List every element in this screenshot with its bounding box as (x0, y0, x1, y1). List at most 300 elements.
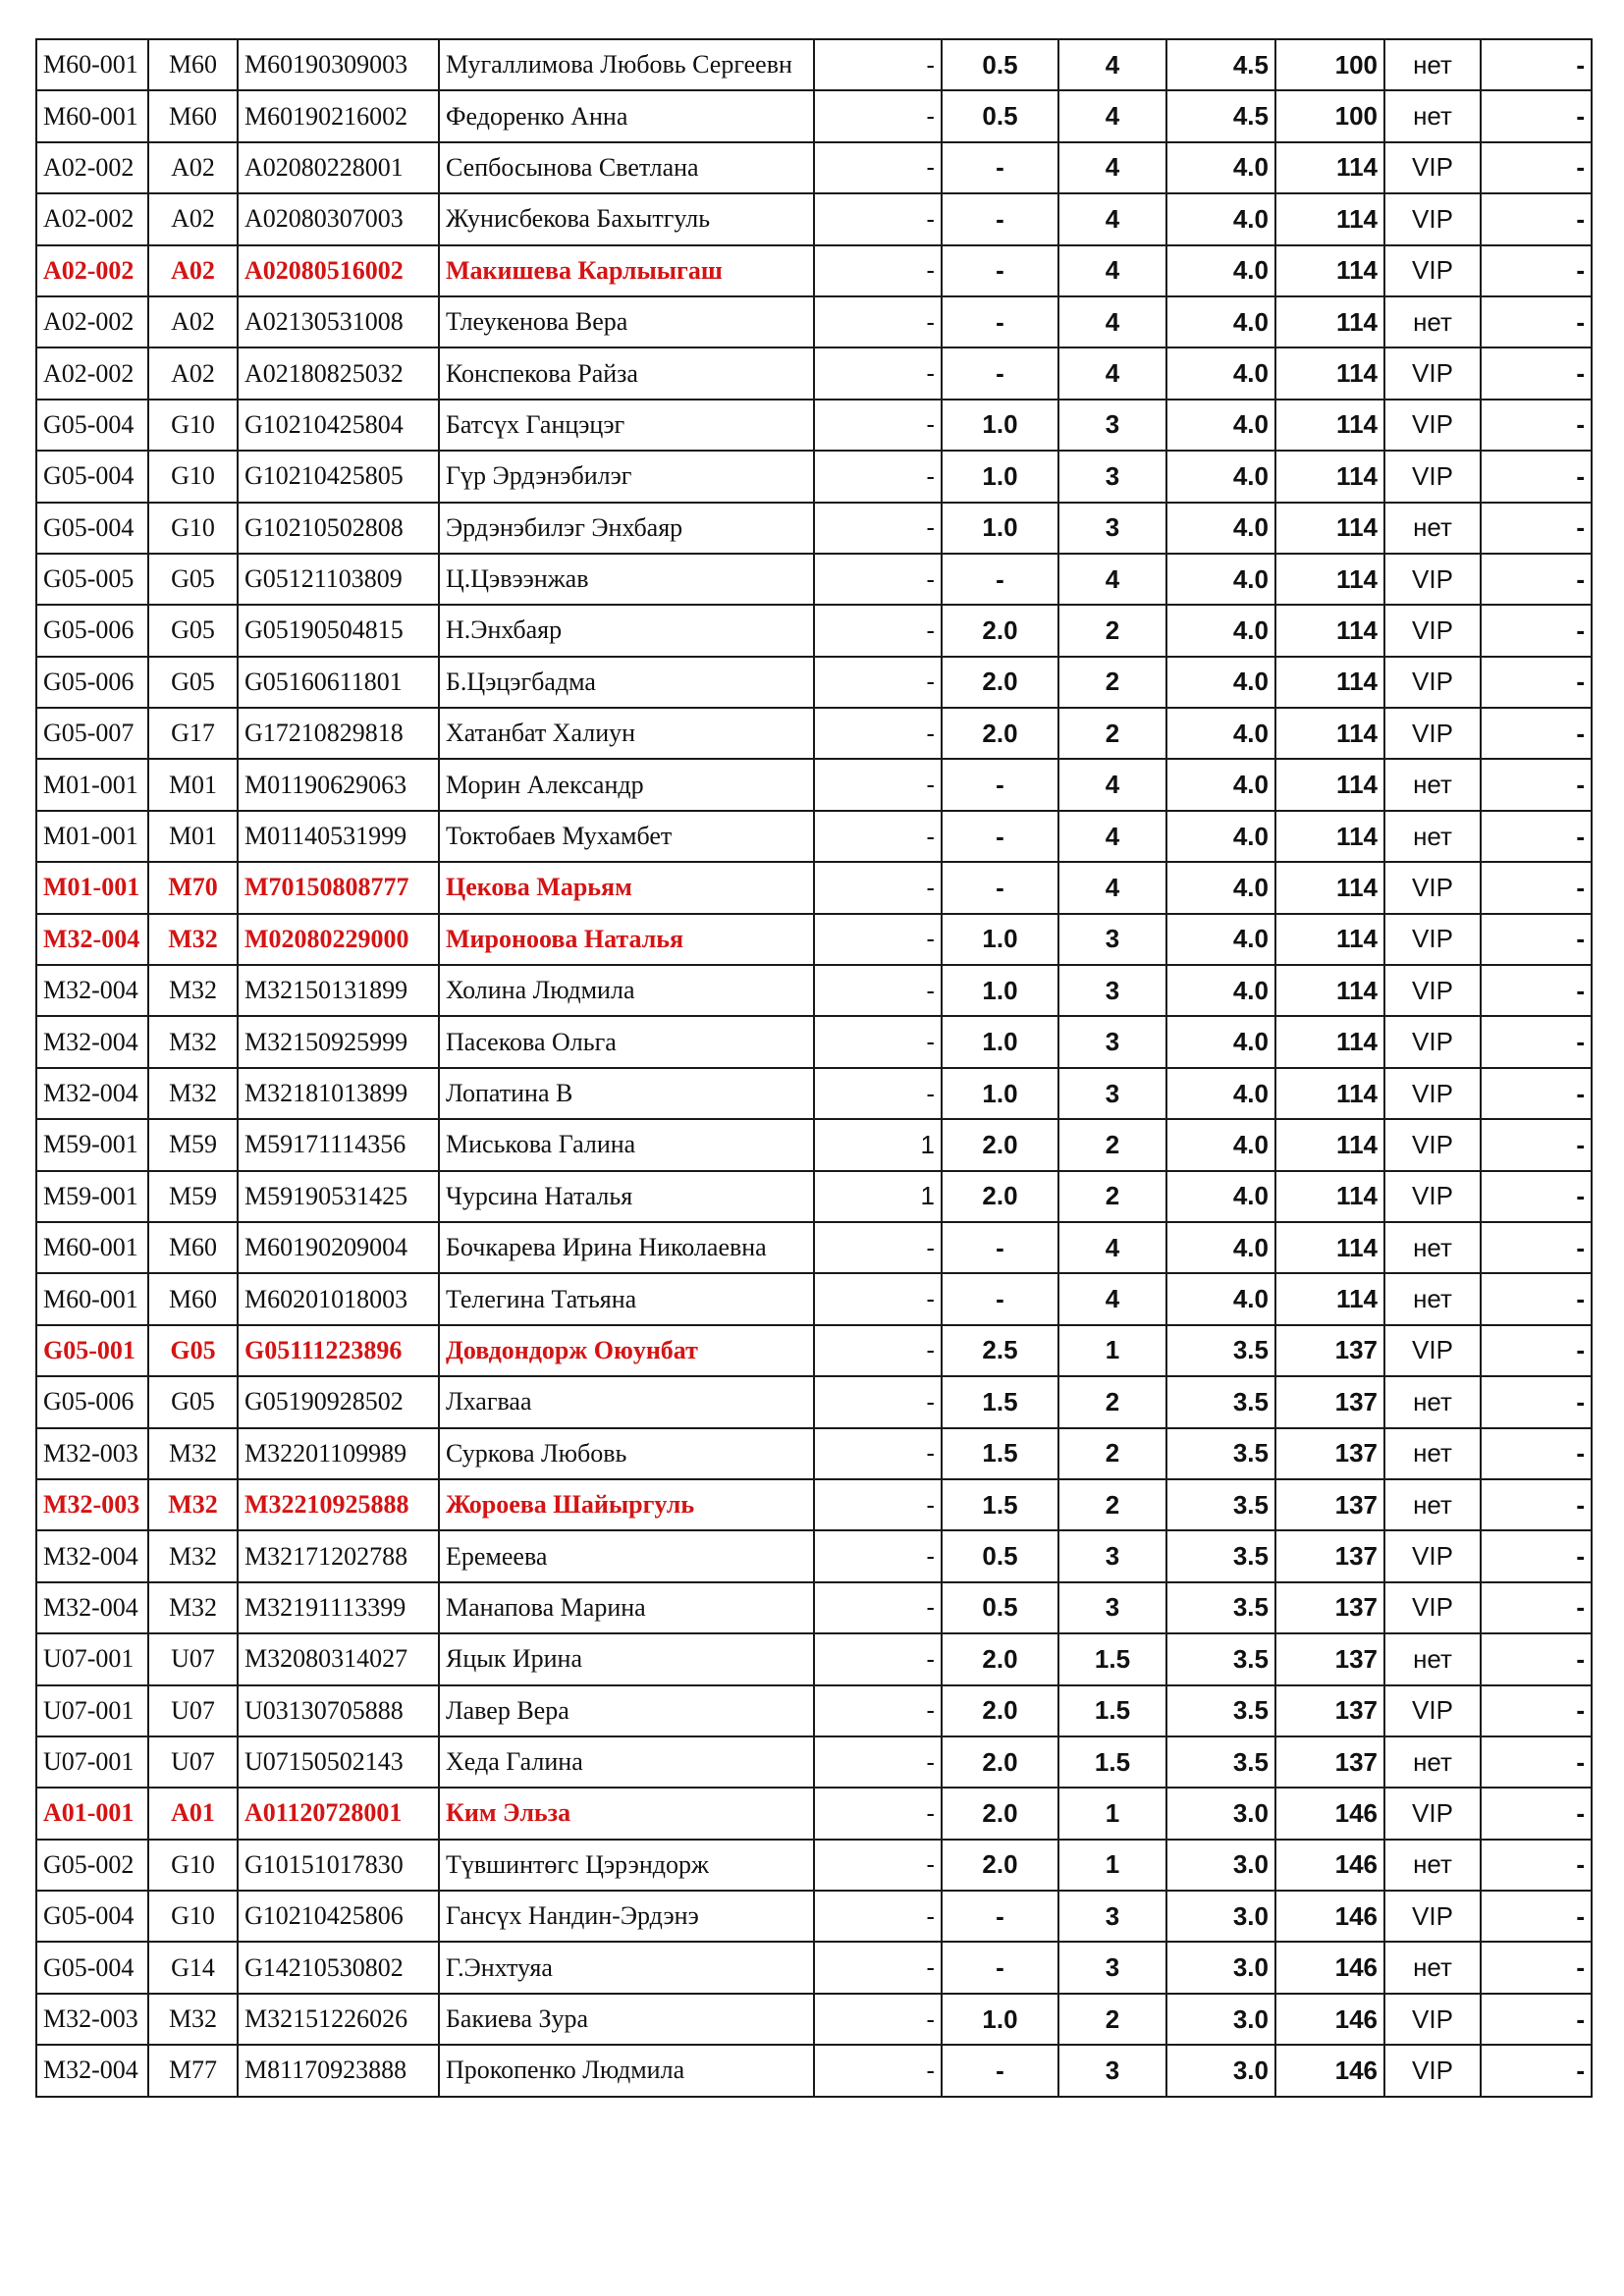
member-name-cell: Жунисбекова Бахытгуль (439, 193, 814, 244)
rank-cell: 114 (1275, 142, 1384, 193)
score-a-cell: - (814, 554, 942, 605)
member-name-cell: Тлеукенова Вера (439, 296, 814, 347)
total-score-cell: 4.0 (1166, 142, 1275, 193)
member-id-cell: G05121103809 (238, 554, 439, 605)
branch-cell: M32 (148, 1479, 238, 1530)
score-c-cell: 4 (1058, 1273, 1166, 1324)
branch-cell: G05 (148, 657, 238, 708)
score-a-cell: - (814, 39, 942, 90)
score-a-cell: - (814, 1788, 942, 1839)
table-row (36, 1942, 1592, 1993)
score-a-cell: - (814, 503, 942, 554)
member-id-cell: M70150808777 (238, 862, 439, 913)
table-row (36, 914, 1592, 965)
branch-cell: U07 (148, 1685, 238, 1736)
member-id-cell: G05111223896 (238, 1325, 439, 1376)
score-b-cell: - (942, 296, 1058, 347)
score-c-cell: 4 (1058, 1222, 1166, 1273)
member-name-cell: Довдондорж Оюунбат (439, 1325, 814, 1376)
status-cell: VIP (1384, 862, 1481, 913)
score-b-cell: 1.0 (942, 1016, 1058, 1067)
rank-cell: 100 (1275, 90, 1384, 141)
extra-cell: - (1481, 1016, 1592, 1067)
member-name-cell: Б.Цэцэгбадма (439, 657, 814, 708)
status-cell: VIP (1384, 708, 1481, 759)
score-b-cell: 1.0 (942, 503, 1058, 554)
extra-cell: - (1481, 759, 1592, 810)
member-id-cell: M32080314027 (238, 1633, 439, 1684)
status-cell: нет (1384, 1376, 1481, 1427)
rank-cell: 114 (1275, 400, 1384, 451)
member-id-cell: A02080307003 (238, 193, 439, 244)
score-c-cell: 3 (1058, 914, 1166, 965)
score-c-cell: 4 (1058, 759, 1166, 810)
total-score-cell: 4.0 (1166, 1016, 1275, 1067)
extra-cell: - (1481, 296, 1592, 347)
table-row (36, 2045, 1592, 2096)
member-id-cell: M60190209004 (238, 1222, 439, 1273)
table-row (36, 605, 1592, 656)
member-code-cell: G05-004 (36, 1942, 148, 1993)
table-row (36, 39, 1592, 90)
member-code-cell: M01-001 (36, 811, 148, 862)
score-a-cell: - (814, 1068, 942, 1119)
score-a-cell: - (814, 1736, 942, 1788)
member-name-cell: Федоренко Анна (439, 90, 814, 141)
score-a-cell: - (814, 1994, 942, 2045)
member-code-cell: M60-001 (36, 1222, 148, 1273)
status-cell: нет (1384, 1840, 1481, 1891)
score-a-cell: - (814, 1016, 942, 1067)
member-name-cell: Цекова Марьям (439, 862, 814, 913)
member-id-cell: M59171114356 (238, 1119, 439, 1170)
total-score-cell: 4.0 (1166, 503, 1275, 554)
total-score-cell: 4.0 (1166, 1119, 1275, 1170)
status-cell: VIP (1384, 1582, 1481, 1633)
member-id-cell: G10151017830 (238, 1840, 439, 1891)
member-id-cell: G14210530802 (238, 1942, 439, 1993)
extra-cell: - (1481, 1685, 1592, 1736)
member-id-cell: A02130531008 (238, 296, 439, 347)
rank-cell: 137 (1275, 1325, 1384, 1376)
branch-cell: M01 (148, 811, 238, 862)
status-cell: VIP (1384, 1119, 1481, 1170)
branch-cell: G05 (148, 1376, 238, 1427)
score-a-cell: - (814, 1891, 942, 1942)
branch-cell: G10 (148, 503, 238, 554)
member-id-cell: M01140531999 (238, 811, 439, 862)
total-score-cell: 4.0 (1166, 1068, 1275, 1119)
rank-cell: 137 (1275, 1376, 1384, 1427)
table-row (36, 1171, 1592, 1222)
score-a-cell: - (814, 1325, 942, 1376)
branch-cell: M32 (148, 914, 238, 965)
score-b-cell: 1.0 (942, 1994, 1058, 2045)
member-name-cell: Манапова Марина (439, 1582, 814, 1633)
score-c-cell: 2 (1058, 605, 1166, 656)
score-c-cell: 1.5 (1058, 1633, 1166, 1684)
total-score-cell: 3.5 (1166, 1736, 1275, 1788)
table-row (36, 708, 1592, 759)
member-name-cell: Миськова Галина (439, 1119, 814, 1170)
rank-cell: 137 (1275, 1582, 1384, 1633)
ranking-table (35, 38, 1593, 2098)
rank-cell: 114 (1275, 1171, 1384, 1222)
branch-cell: A02 (148, 193, 238, 244)
member-name-cell: Бакиева Зура (439, 1994, 814, 2045)
member-id-cell: M59190531425 (238, 1171, 439, 1222)
rank-cell: 114 (1275, 657, 1384, 708)
score-b-cell: 2.0 (942, 1685, 1058, 1736)
score-b-cell: - (942, 1222, 1058, 1273)
table-row (36, 1119, 1592, 1170)
score-a-cell: - (814, 1376, 942, 1427)
status-cell: VIP (1384, 245, 1481, 296)
branch-cell: G10 (148, 451, 238, 502)
score-a-cell: - (814, 759, 942, 810)
extra-cell: - (1481, 605, 1592, 656)
status-cell: нет (1384, 503, 1481, 554)
status-cell: VIP (1384, 142, 1481, 193)
member-code-cell: M32-003 (36, 1479, 148, 1530)
score-a-cell: 1 (814, 1171, 942, 1222)
rank-cell: 146 (1275, 2045, 1384, 2096)
table-row (36, 296, 1592, 347)
score-b-cell: 1.0 (942, 914, 1058, 965)
score-c-cell: 3 (1058, 1582, 1166, 1633)
member-name-cell: Сепбосынова Светлана (439, 142, 814, 193)
member-id-cell: G10210425806 (238, 1891, 439, 1942)
score-a-cell: - (814, 1428, 942, 1479)
member-name-cell: Н.Энхбаяр (439, 605, 814, 656)
member-code-cell: G05-005 (36, 554, 148, 605)
total-score-cell: 4.5 (1166, 39, 1275, 90)
total-score-cell: 4.0 (1166, 965, 1275, 1016)
score-a-cell: - (814, 965, 942, 1016)
status-cell: VIP (1384, 554, 1481, 605)
score-a-cell: - (814, 1479, 942, 1530)
member-code-cell: G05-004 (36, 503, 148, 554)
score-a-cell: - (814, 451, 942, 502)
member-id-cell: M60190309003 (238, 39, 439, 90)
score-c-cell: 3 (1058, 2045, 1166, 2096)
score-b-cell: 2.0 (942, 1119, 1058, 1170)
score-c-cell: 2 (1058, 1428, 1166, 1479)
member-id-cell: M81170923888 (238, 2045, 439, 2096)
total-score-cell: 4.0 (1166, 657, 1275, 708)
branch-cell: A02 (148, 347, 238, 399)
score-a-cell: - (814, 1222, 942, 1273)
status-cell: нет (1384, 1942, 1481, 1993)
table-row (36, 759, 1592, 810)
extra-cell: - (1481, 1530, 1592, 1581)
member-name-cell: Телегина Татьяна (439, 1273, 814, 1324)
score-b-cell: 1.5 (942, 1479, 1058, 1530)
total-score-cell: 4.0 (1166, 708, 1275, 759)
table-row (36, 1068, 1592, 1119)
score-c-cell: 4 (1058, 245, 1166, 296)
extra-cell: - (1481, 1273, 1592, 1324)
member-name-cell: Лопатина В (439, 1068, 814, 1119)
total-score-cell: 4.0 (1166, 1222, 1275, 1273)
member-code-cell: M32-003 (36, 1428, 148, 1479)
table-row (36, 1633, 1592, 1684)
status-cell: нет (1384, 811, 1481, 862)
rank-cell: 114 (1275, 965, 1384, 1016)
rank-cell: 137 (1275, 1428, 1384, 1479)
rank-cell: 114 (1275, 296, 1384, 347)
status-cell: нет (1384, 1736, 1481, 1788)
member-name-cell: Батсүх Ганцэцэг (439, 400, 814, 451)
member-name-cell: Морин Александр (439, 759, 814, 810)
score-b-cell: - (942, 2045, 1058, 2096)
branch-cell: G05 (148, 605, 238, 656)
score-b-cell: - (942, 1942, 1058, 1993)
rank-cell: 114 (1275, 811, 1384, 862)
member-name-cell: Мугаллимова Любовь Сергеевн (439, 39, 814, 90)
table-row (36, 862, 1592, 913)
total-score-cell: 4.5 (1166, 90, 1275, 141)
total-score-cell: 3.0 (1166, 1788, 1275, 1839)
member-id-cell: G05160611801 (238, 657, 439, 708)
rank-cell: 100 (1275, 39, 1384, 90)
score-c-cell: 1 (1058, 1840, 1166, 1891)
score-a-cell: - (814, 296, 942, 347)
branch-cell: M32 (148, 965, 238, 1016)
score-c-cell: 1.5 (1058, 1685, 1166, 1736)
total-score-cell: 3.5 (1166, 1633, 1275, 1684)
total-score-cell: 3.0 (1166, 1994, 1275, 2045)
table-row (36, 1891, 1592, 1942)
branch-cell: G10 (148, 400, 238, 451)
extra-cell: - (1481, 1788, 1592, 1839)
status-cell: VIP (1384, 1891, 1481, 1942)
member-code-cell: G05-004 (36, 1891, 148, 1942)
score-c-cell: 4 (1058, 862, 1166, 913)
table-row (36, 1685, 1592, 1736)
member-id-cell: M02080229000 (238, 914, 439, 965)
total-score-cell: 4.0 (1166, 1273, 1275, 1324)
score-b-cell: 2.0 (942, 1840, 1058, 1891)
branch-cell: M60 (148, 1222, 238, 1273)
member-id-cell: G17210829818 (238, 708, 439, 759)
total-score-cell: 4.0 (1166, 400, 1275, 451)
score-b-cell: 2.0 (942, 1788, 1058, 1839)
member-code-cell: G05-002 (36, 1840, 148, 1891)
score-b-cell: 1.5 (942, 1376, 1058, 1427)
score-b-cell: 2.0 (942, 1736, 1058, 1788)
branch-cell: M60 (148, 90, 238, 141)
member-name-cell: Ким Эльза (439, 1788, 814, 1839)
status-cell: VIP (1384, 1325, 1481, 1376)
rank-cell: 114 (1275, 708, 1384, 759)
score-b-cell: 2.0 (942, 1171, 1058, 1222)
member-id-cell: A02180825032 (238, 347, 439, 399)
score-b-cell: - (942, 862, 1058, 913)
extra-cell: - (1481, 2045, 1592, 2096)
score-b-cell: 1.0 (942, 965, 1058, 1016)
score-a-cell: - (814, 1685, 942, 1736)
branch-cell: M59 (148, 1171, 238, 1222)
member-name-cell: Гүр Эрдэнэбилэг (439, 451, 814, 502)
member-id-cell: M32150131899 (238, 965, 439, 1016)
status-cell: нет (1384, 90, 1481, 141)
score-c-cell: 4 (1058, 554, 1166, 605)
member-code-cell: A02-002 (36, 193, 148, 244)
score-a-cell: - (814, 657, 942, 708)
member-code-cell: U07-001 (36, 1633, 148, 1684)
extra-cell: - (1481, 914, 1592, 965)
score-c-cell: 3 (1058, 1891, 1166, 1942)
score-a-cell: - (814, 2045, 942, 2096)
total-score-cell: 4.0 (1166, 296, 1275, 347)
rank-cell: 114 (1275, 1068, 1384, 1119)
table-row (36, 451, 1592, 502)
member-id-cell: M32151226026 (238, 1994, 439, 2045)
member-code-cell: A02-002 (36, 296, 148, 347)
rank-cell: 114 (1275, 862, 1384, 913)
extra-cell: - (1481, 811, 1592, 862)
branch-cell: U07 (148, 1633, 238, 1684)
score-b-cell: 2.0 (942, 1633, 1058, 1684)
score-c-cell: 4 (1058, 347, 1166, 399)
member-name-cell: Лхагваа (439, 1376, 814, 1427)
branch-cell: A02 (148, 296, 238, 347)
branch-cell: G14 (148, 1942, 238, 1993)
member-name-cell: Бочкарева Ирина Николаевна (439, 1222, 814, 1273)
score-b-cell: 1.0 (942, 451, 1058, 502)
member-id-cell: M32191113399 (238, 1582, 439, 1633)
extra-cell: - (1481, 1840, 1592, 1891)
table-row (36, 657, 1592, 708)
branch-cell: M01 (148, 759, 238, 810)
member-name-cell: Холина Людмила (439, 965, 814, 1016)
score-c-cell: 3 (1058, 503, 1166, 554)
member-name-cell: Жороева Шайыргуль (439, 1479, 814, 1530)
member-name-cell: Хатанбат Халиун (439, 708, 814, 759)
rank-cell: 146 (1275, 1840, 1384, 1891)
total-score-cell: 4.0 (1166, 554, 1275, 605)
total-score-cell: 4.0 (1166, 451, 1275, 502)
member-id-cell: M32181013899 (238, 1068, 439, 1119)
member-id-cell: A02080516002 (238, 245, 439, 296)
total-score-cell: 3.0 (1166, 2045, 1275, 2096)
score-c-cell: 3 (1058, 1016, 1166, 1067)
table-row (36, 554, 1592, 605)
extra-cell: - (1481, 193, 1592, 244)
member-id-cell: M60190216002 (238, 90, 439, 141)
score-c-cell: 3 (1058, 400, 1166, 451)
total-score-cell: 3.0 (1166, 1840, 1275, 1891)
extra-cell: - (1481, 451, 1592, 502)
extra-cell: - (1481, 1479, 1592, 1530)
score-a-cell: - (814, 90, 942, 141)
total-score-cell: 4.0 (1166, 811, 1275, 862)
member-code-cell: A02-002 (36, 347, 148, 399)
extra-cell: - (1481, 965, 1592, 1016)
member-code-cell: M32-004 (36, 965, 148, 1016)
extra-cell: - (1481, 1582, 1592, 1633)
score-b-cell: 2.0 (942, 657, 1058, 708)
branch-cell: A01 (148, 1788, 238, 1839)
member-code-cell: A02-002 (36, 245, 148, 296)
total-score-cell: 3.5 (1166, 1376, 1275, 1427)
rank-cell: 114 (1275, 1273, 1384, 1324)
member-name-cell: Макишева Карлыыгаш (439, 245, 814, 296)
member-code-cell: M32-004 (36, 1068, 148, 1119)
score-a-cell: - (814, 193, 942, 244)
table-row (36, 347, 1592, 399)
branch-cell: M32 (148, 1068, 238, 1119)
rank-cell: 137 (1275, 1685, 1384, 1736)
total-score-cell: 4.0 (1166, 914, 1275, 965)
score-c-cell: 4 (1058, 90, 1166, 141)
score-a-cell: - (814, 245, 942, 296)
score-a-cell: - (814, 400, 942, 451)
score-b-cell: - (942, 554, 1058, 605)
member-code-cell: M32-003 (36, 1994, 148, 2045)
score-b-cell: - (942, 1891, 1058, 1942)
member-id-cell: G10210425804 (238, 400, 439, 451)
score-a-cell: - (814, 1942, 942, 1993)
status-cell: VIP (1384, 347, 1481, 399)
score-c-cell: 3 (1058, 1942, 1166, 1993)
branch-cell: M60 (148, 1273, 238, 1324)
status-cell: нет (1384, 39, 1481, 90)
rank-cell: 114 (1275, 554, 1384, 605)
member-name-cell: Хеда Галина (439, 1736, 814, 1788)
total-score-cell: 3.5 (1166, 1685, 1275, 1736)
branch-cell: U07 (148, 1736, 238, 1788)
rank-cell: 114 (1275, 503, 1384, 554)
score-b-cell: 2.5 (942, 1325, 1058, 1376)
member-code-cell: G05-006 (36, 1376, 148, 1427)
table-row (36, 1376, 1592, 1427)
total-score-cell: 4.0 (1166, 862, 1275, 913)
status-cell: нет (1384, 1222, 1481, 1273)
extra-cell: - (1481, 142, 1592, 193)
branch-cell: G10 (148, 1891, 238, 1942)
table-row (36, 142, 1592, 193)
extra-cell: - (1481, 1994, 1592, 2045)
status-cell: VIP (1384, 965, 1481, 1016)
branch-cell: G17 (148, 708, 238, 759)
member-id-cell: M01190629063 (238, 759, 439, 810)
table-row (36, 1479, 1592, 1530)
total-score-cell: 4.0 (1166, 605, 1275, 656)
score-b-cell: 0.5 (942, 90, 1058, 141)
score-a-cell: - (814, 605, 942, 656)
member-name-cell: Мироноова Наталья (439, 914, 814, 965)
score-a-cell: - (814, 1582, 942, 1633)
score-b-cell: - (942, 347, 1058, 399)
branch-cell: G05 (148, 1325, 238, 1376)
rank-cell: 137 (1275, 1633, 1384, 1684)
score-a-cell: - (814, 142, 942, 193)
table-row (36, 1325, 1592, 1376)
score-c-cell: 2 (1058, 657, 1166, 708)
member-code-cell: U07-001 (36, 1685, 148, 1736)
table-row (36, 245, 1592, 296)
extra-cell: - (1481, 1325, 1592, 1376)
member-code-cell: G05-006 (36, 657, 148, 708)
total-score-cell: 3.5 (1166, 1428, 1275, 1479)
rank-cell: 114 (1275, 605, 1384, 656)
status-cell: VIP (1384, 400, 1481, 451)
score-c-cell: 1 (1058, 1325, 1166, 1376)
branch-cell: M32 (148, 1582, 238, 1633)
branch-cell: G05 (148, 554, 238, 605)
